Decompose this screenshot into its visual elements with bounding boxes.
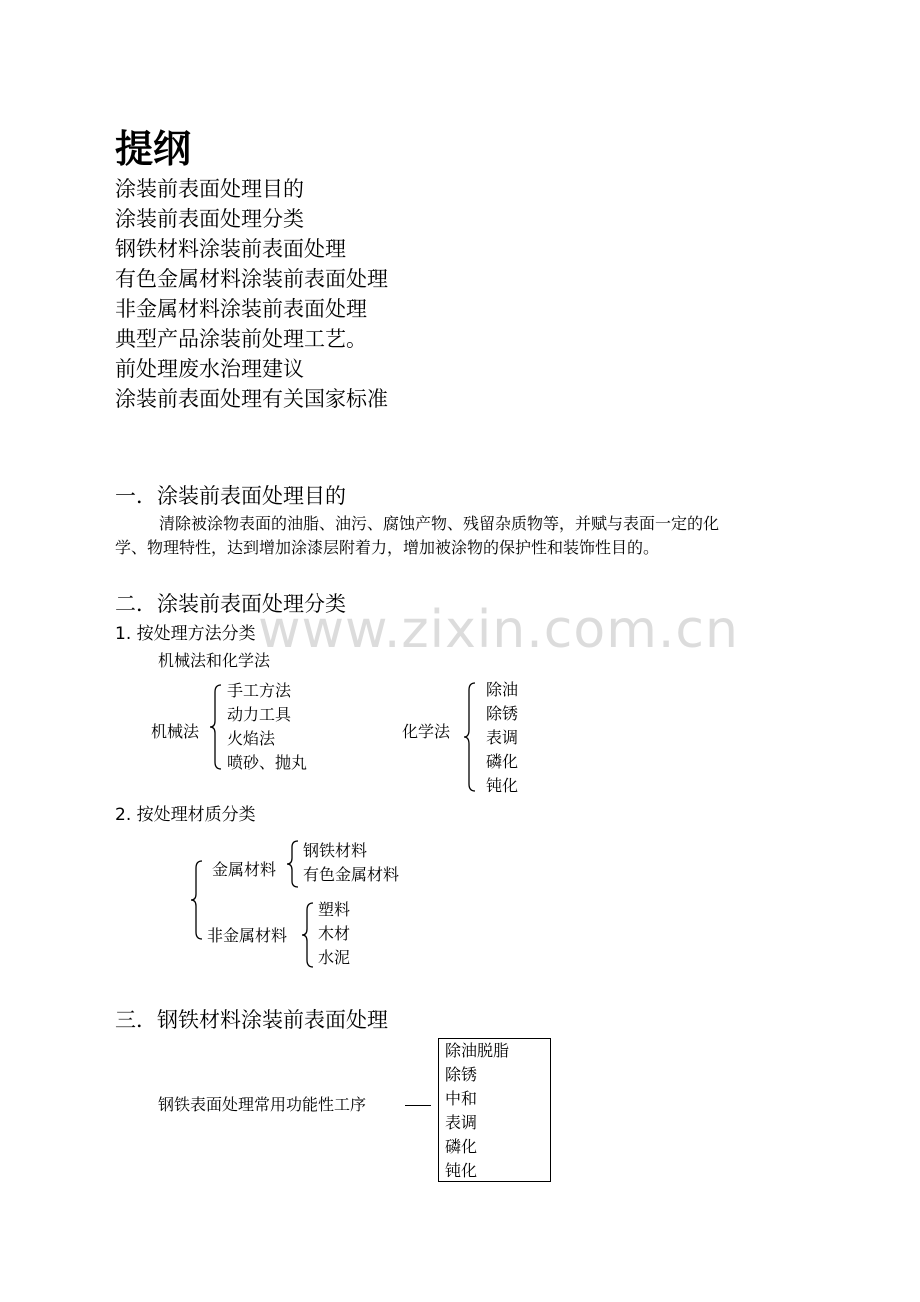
process-step: 中和 <box>445 1089 478 1108</box>
toc-item: 钢铁材料涂装前表面处理 <box>115 237 346 261</box>
toc-item: 涂装前表面处理目的 <box>115 177 304 201</box>
process-step: 除油脱脂 <box>445 1041 510 1060</box>
section-heading-steel: 三．钢铁材料涂装前表面处理 <box>115 1008 388 1032</box>
watermark: www.zixin.com.cn <box>258 600 739 660</box>
process-step: 表调 <box>445 1113 478 1132</box>
chemical-item: 除锈 <box>486 704 519 723</box>
chemical-item: 磷化 <box>486 752 519 771</box>
sub-heading-by-method: 1. 按处理方法分类 <box>115 624 256 644</box>
toc-item: 有色金属材料涂装前表面处理 <box>115 267 388 291</box>
nonmetal-item: 塑料 <box>318 900 351 919</box>
chemical-item: 除油 <box>486 680 519 699</box>
chemical-item: 钝化 <box>486 776 519 795</box>
sub-heading-by-material: 2. 按处理材质分类 <box>115 805 256 825</box>
metal-brace <box>284 838 300 890</box>
mechanical-item: 喷砂、抛丸 <box>227 753 308 772</box>
metal-item: 有色金属材料 <box>303 865 400 884</box>
process-label: 钢铁表面处理常用功能性工序 <box>158 1095 367 1114</box>
chemical-label: 化学法 <box>402 722 451 741</box>
method-intro: 机械法和化学法 <box>158 651 271 670</box>
mechanical-label: 机械法 <box>151 722 200 741</box>
toc-item: 典型产品涂装前处理工艺。 <box>115 327 367 351</box>
toc-item: 涂装前表面处理有关国家标准 <box>115 387 388 411</box>
paragraph-line: 清除被涂物表面的油脂、油污、腐蚀产物、残留杂质物等，并赋与表面一定的化 <box>159 514 720 533</box>
nonmetal-label: 非金属材料 <box>207 926 288 945</box>
nonmetal-brace <box>299 900 315 970</box>
mechanical-item: 动力工具 <box>227 705 292 724</box>
chemical-item: 表调 <box>486 728 519 747</box>
process-step: 除锈 <box>445 1065 478 1084</box>
section-heading-classification: 二．涂装前表面处理分类 <box>115 592 346 616</box>
paragraph-line: 学、物理特性，达到增加涂漆层附着力，增加被涂物的保护性和装饰性目的。 <box>115 538 660 557</box>
chemical-brace <box>461 680 477 794</box>
process-step: 钝化 <box>445 1161 478 1180</box>
metal-label: 金属材料 <box>212 860 277 879</box>
toc-item: 涂装前表面处理分类 <box>115 207 304 231</box>
mechanical-item: 火焰法 <box>227 729 276 748</box>
metal-item: 钢铁材料 <box>303 841 368 860</box>
process-step: 磷化 <box>445 1137 478 1156</box>
section-heading-purpose: 一．涂装前表面处理目的 <box>115 484 346 508</box>
nonmetal-item: 木材 <box>318 924 351 943</box>
material-outer-brace <box>188 858 204 942</box>
toc-item: 前处理废水治理建议 <box>115 357 304 381</box>
nonmetal-item: 水泥 <box>318 948 351 967</box>
page-title: 提纲 <box>115 127 192 171</box>
connector-line <box>405 1105 431 1106</box>
mechanical-item: 手工方法 <box>227 681 292 700</box>
mechanical-brace <box>207 682 223 772</box>
toc-item: 非金属材料涂装前表面处理 <box>115 297 367 321</box>
